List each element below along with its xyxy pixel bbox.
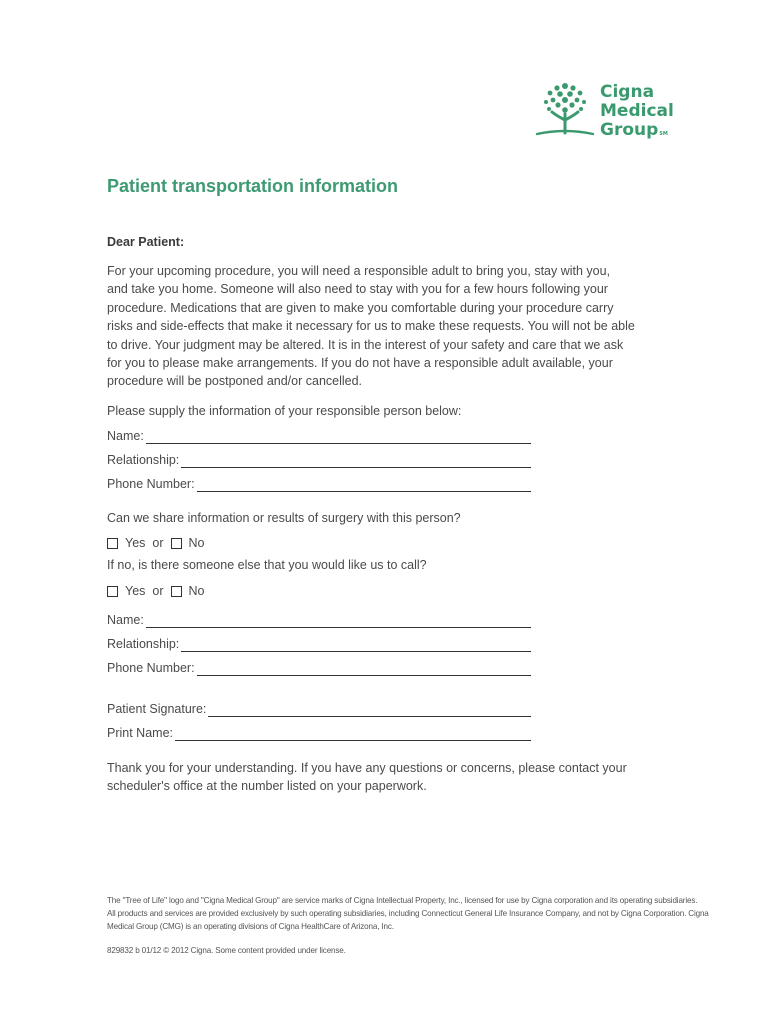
- print-name-input-line[interactable]: [175, 726, 531, 741]
- intro-line: and take you home. Someone will also need to stay with you for a few hours following your: [107, 282, 608, 297]
- alt-name-field[interactable]: [107, 610, 531, 628]
- tree-of-life-icon: [533, 78, 597, 142]
- other-question: If no, is there someone else that you would like us to call?: [107, 558, 427, 572]
- print-name-label: Print Name:: [107, 726, 173, 740]
- share-yes-checkbox[interactable]: [107, 538, 118, 549]
- relationship-label: Relationship:: [107, 453, 180, 467]
- supply-prompt: Please supply the information of your responsible person below:: [107, 404, 462, 418]
- intro-line: to drive. Your judgment may be altered. It is in the interest of your safety and care that we ask: [107, 337, 624, 352]
- signature-field[interactable]: [107, 699, 531, 717]
- yes-label: Yes: [125, 536, 146, 550]
- phone-label: Phone Number:: [107, 477, 195, 491]
- logo-line-3: [600, 121, 674, 144]
- alt-phone-input-line[interactable]: [197, 661, 531, 676]
- intro-paragraph: [107, 262, 647, 391]
- alt-name-label: Name:: [107, 613, 144, 627]
- intro-line: risks and side-effects that make it necessary for us to make these requests. You will not be able: [107, 319, 635, 334]
- intro-line: For your upcoming procedure, you will need a responsible adult to bring you, stay with you,: [107, 264, 611, 278]
- other-no-checkbox[interactable]: [171, 586, 182, 597]
- logo-line-2: Medical: [600, 101, 674, 121]
- logo-wordmark: [600, 83, 674, 144]
- no-label: No: [188, 536, 205, 550]
- relationship-input-line[interactable]: [181, 453, 531, 468]
- yes-label: Yes: [125, 584, 146, 598]
- page-title: Patient transportation information: [107, 176, 399, 196]
- footnote-line: The "Tree of Life" logo and "Cigna Medical Group" are service marks of Cigna Intellectual Property, Inc., licensed for use by Cigna corporation and its operating subsidiaries.: [107, 896, 698, 905]
- phone-input-line[interactable]: [197, 477, 531, 492]
- signature-label: Patient Signature:: [107, 702, 207, 716]
- salutation: Dear Patient:: [107, 235, 185, 249]
- alt-phone-field[interactable]: [107, 658, 531, 676]
- other-yes-checkbox[interactable]: [107, 586, 118, 597]
- print-name-field[interactable]: [107, 723, 531, 741]
- name-label: Name:: [107, 429, 144, 443]
- thanks-line: scheduler's office at the number listed on your paperwork.: [107, 779, 427, 794]
- footnote-line: Medical Group (CMG) is an operating divisions of Cigna HealthCare of Arizona, Inc.: [107, 922, 394, 931]
- alt-relationship-label: Relationship:: [107, 637, 180, 651]
- intro-line: procedure. Medications that are given to make you comfortable during your procedure carry: [107, 300, 614, 315]
- alt-phone-label: Phone Number:: [107, 661, 195, 675]
- name-field[interactable]: [107, 426, 531, 444]
- alt-relationship-field[interactable]: [107, 634, 531, 652]
- logo-line-3-text: Group: [600, 120, 659, 140]
- share-question: Can we share information or results of surgery with this person?: [107, 511, 461, 525]
- name-input-line[interactable]: [146, 429, 531, 444]
- alt-name-input-line[interactable]: [146, 613, 531, 628]
- form-code: 829832 b 01/12 © 2012 Cigna. Some content provided under license.: [107, 946, 346, 955]
- thanks-paragraph: [107, 759, 647, 796]
- thanks-line: Thank you for your understanding. If you have any questions or concerns, please contact your: [107, 761, 627, 775]
- no-label: No: [188, 584, 205, 598]
- share-no-checkbox[interactable]: [171, 538, 182, 549]
- phone-field[interactable]: [107, 474, 531, 492]
- cigna-logo: [533, 78, 683, 148]
- or-label: or: [152, 584, 164, 598]
- logo-line-1: Cigna: [600, 82, 655, 102]
- alt-relationship-input-line[interactable]: [181, 637, 531, 652]
- intro-line: procedure will be postponed and/or cancelled.: [107, 374, 363, 389]
- signature-input-line[interactable]: [208, 702, 531, 717]
- footnote-line: All products and services are provided exclusively by such operating subsidiaries, including Connecticut General Life Insurance Company, and not by Cigna Corporation. Cigna: [107, 909, 709, 918]
- other-checkboxes: [107, 583, 212, 599]
- or-label: or: [152, 536, 164, 550]
- service-mark: SM: [659, 131, 668, 137]
- intro-line: for you to please make arrangements. If you do not have a responsible adult available, your: [107, 356, 613, 371]
- relationship-field[interactable]: [107, 450, 531, 468]
- share-checkboxes: [107, 535, 212, 551]
- footnote: [107, 894, 709, 933]
